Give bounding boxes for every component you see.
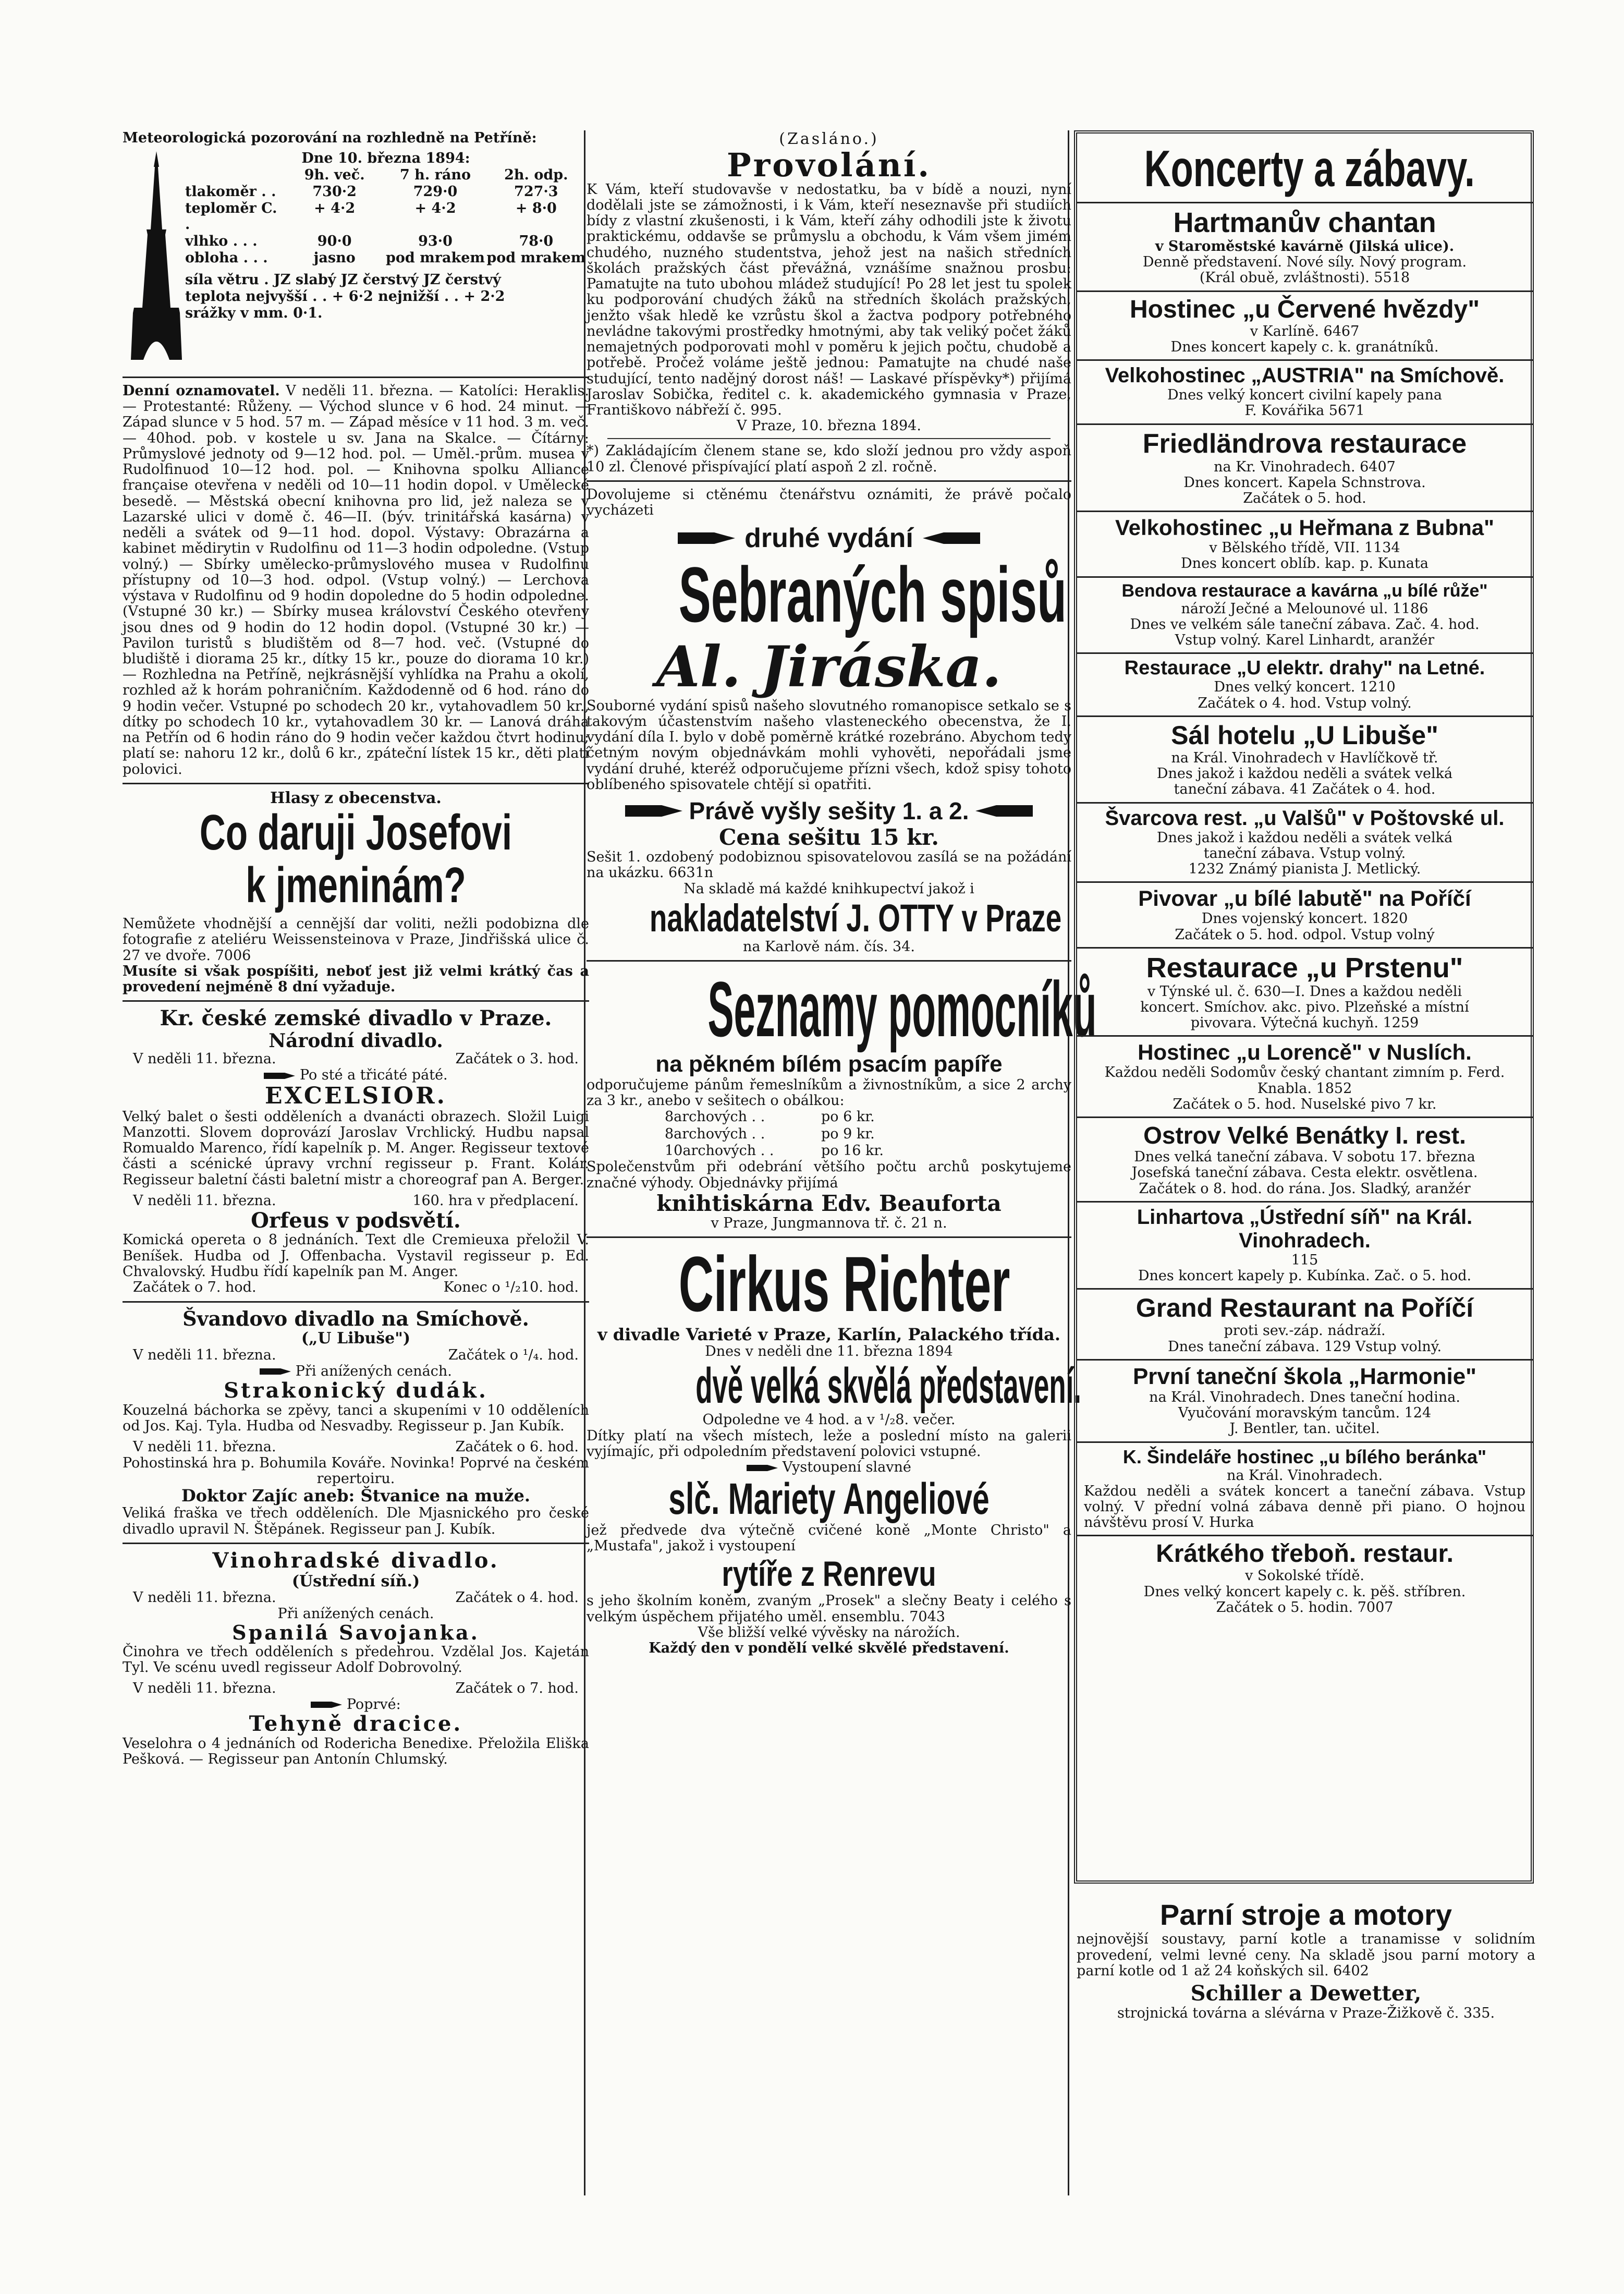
ad-title: Švarcova rest. „u Valšů" v Poštovské ul.: [1105, 806, 1505, 830]
strakonicky-title: Strakonický dudák.: [224, 1378, 488, 1403]
meteo-row: teploměr C. . + 4·2 + 4·2 + 8·0: [185, 200, 557, 233]
rytire-heading: rytíře z Renrevu: [722, 1553, 936, 1594]
ad-block: Krátkého třeboň. restaur. v Sokolské třídě. Dnes velký koncert kapely c. k. pěš. stříbren. Začátek o 5. hodin. 7007: [1077, 1536, 1533, 1620]
dovolujeme: Dovolujeme si ctěnému čtenářstvu oznámiti, že právě počalo vycházeti: [587, 486, 1071, 519]
meteo-section: [123, 130, 589, 375]
cirkus-loc: v divadle Varieté v Praze, Karlín, Palackého třída.: [597, 1324, 1060, 1344]
pointing-hand-left-icon: [975, 802, 1033, 820]
parni-heading: Parní stroje a motory: [1159, 1898, 1452, 1931]
ad-block: Hostinec „u Červené hvězdy" v Karlíně. 6467 Dnes koncert kapely c. k. granátníků.: [1077, 292, 1533, 361]
meteo-row: obloha . . . jasno pod mrakem pod mrakem: [185, 250, 586, 266]
meteo-row: tlakoměr . . 730·2 729·0 727·3: [185, 183, 558, 200]
denni-text: — Katolíci: Heraklis. — Protestanté: Růženy. — Východ slunce v 6 hod. 24 minut. — Západ slunce v 5 hod. 57 m. — Západ měsíce v 11 hod. 3 m. več. — 40hod. pob. v kostele u sv. Jana na Skalce. — Čítárny: Průmyslové jednoty od 9—12 hod. pol. — Uměl.-prům. musea v Rudolfinuod 10—12 hod. pol. — Knihovna spolku Alliance française otevřena v neděli od 10—11 hodin dopol. v Umělecké besedě. — Městská obecní knihovna pro lid, jež naleza se v Lazarské ulici v domě č. 46—II. (býv. trinitářská kasárna) v neděli a svátek od 9—11 hod. dopol. Výstavy: Obrazárna a kabinet mědirytin v Rudolfinu od 11—3 hodin odpoledne. (Vstup volný.) — Sbírky umělecko-průmyslového musea v Rudolfinu přístupny od 10—3 hod. odpol. (Vstup volný.) — Lerchova výstava v Rudolfinu od 9 hodin dopoledne do 5 hodin odpoledne. (Vstupné 30 kr.) — Sbírky musea království Českého otevřeny jsou dnes od 9 hodin do 12 hodin dopol. (Vstupné 30 kr.) — Pavilon turistů s bludištěm od 8—7 hod. več. (Vstupné do bludiště i diorama 25 kr., dítky 15 kr., pouze do diorama 10 kr.) — Rozhledna na Petříně, nejkrásnější vyhlídka na Prahu a okolí, rozhled až k horám pohraničním. Každodenně od 6 hod. ráno do 9 hodin večer. Vstupné po schodech 20 kr., vytahovadlem 50 kr., dítky po schodech 10 kr., vytahovadlem 30 kr. — Lanová dráha na Petřín od 6 hodin ráno do 9 hodin večer každou čtvrt hodinu; platí se: nahoru 12 kr., dolů 6 kr., zpáteční lístek 15 kr., děti platí polovici.: [123, 383, 589, 778]
papire-line: na pěkném bílém psacím papíře: [655, 1051, 1003, 1077]
cirkus-time: Odpoledne ve 4 hod. a v ¹/₂8. večer.: [702, 1412, 956, 1428]
meteo-date: Dne 10. března 1894:: [301, 150, 470, 166]
provolani-title: Provolání.: [727, 145, 931, 184]
orf-start: Začátek o 7. hod.: [133, 1279, 257, 1296]
sv-time: Začátek o ¹/₄. hod.: [448, 1346, 579, 1363]
ad-title: Friedländrova restaurace: [1142, 428, 1467, 459]
orf-end: Konec o ¹/₂10. hod.: [443, 1279, 579, 1296]
ad-block: Hostinec „u Lorencě" v Nuslích. Každou neděli Sodomův český chantant zimním p. Ferd. Knabla. 1852 Začátek o 5. hod. Nuselské pivo 7 kr.: [1077, 1037, 1533, 1118]
ad-title: Krátkého třeboň. restaur.: [1156, 1540, 1454, 1568]
meteo-head: 2h. odp.: [504, 166, 568, 183]
co-daruji-heading: k jmeninám?: [246, 857, 466, 914]
meteo-table: [185, 150, 587, 322]
provolani-date: V Praze, 10. března 1894.: [737, 418, 921, 434]
ad-block: Velkohostinec „u Heřmana z Bubna" v Bělského třídě, VII. 1134 Dnes koncert oblíb. kap. p. Kunata: [1077, 512, 1533, 577]
meteo-rain: srážky v mm. 0·1.: [185, 305, 323, 321]
ad-title: Hartmanův chantan: [1173, 207, 1436, 238]
ad-block: Hartmanův chantan v Staroměstské kavárně (Jilská ulice). Denně představení. Nové síly. Nový program. (Král obuě, zvláštnosti). 5518: [1077, 203, 1533, 292]
ad-title: Restaurace „U elektr. drahy" na Letné.: [1124, 657, 1485, 679]
sesit-text: Sešit 1. ozdobený podobiznou spisovatelovou zasílá se na požádání na ukázku. 6631n: [587, 849, 1071, 881]
meteo-row: vlhko . . . 90·0 93·0 78·0: [185, 233, 554, 250]
meteo-head: 7 h. ráno: [400, 166, 471, 183]
vin2-poprve: Poprvé:: [346, 1696, 401, 1713]
dve-velka-heading: dvě velká skvělá představení.: [695, 1357, 1081, 1414]
zajic-title: Doktor Zajíc aneb: Štvanice na muže.: [181, 1486, 531, 1506]
hlasy-heading: Hlasy z obecenstva.: [270, 788, 442, 807]
vin-time: Začátek o 4. hod.: [455, 1589, 579, 1606]
ad-block: Linhartova „Ústřední síň" na Král. Vinohradech. 115 Dnes koncert kapely p. Kubínka. Zač. o 5. hod.: [1077, 1203, 1533, 1290]
sv2-time: Začátek o 6. hod.: [455, 1439, 579, 1455]
middle-column: [587, 130, 1097, 1657]
ad-title: Linhartova „Ústřední síň" na Král. Vinohradech.: [1137, 1205, 1473, 1252]
cena-sesitu: Cena sešitu 15 kr.: [718, 824, 939, 851]
beaufort: knihtiskárna Edv. Beauforta: [656, 1190, 1002, 1216]
vinohradske-title: Vinohradské divadlo.: [212, 1548, 499, 1573]
ad-block: Velkohostinec „AUSTRIA" na Smíchově. Dnes velký koncert civilní kapely pana F. Kovářika 5671: [1077, 361, 1533, 424]
excelsior-title: EXCELSIOR.: [265, 1083, 447, 1110]
tehyne-title: Tehyně dracice.: [249, 1712, 463, 1737]
pointing-hand-icon: [311, 1699, 342, 1710]
ad-block: K. Šindeláře hostinec „u bílého beránka" na Král. Vinohradech. Každou neděli a svátek koncert a taneční zábava. Vstup volný. V přední volná zábava denně při piano. O hojnou návštěvu prosí V. Hurka: [1077, 1443, 1533, 1537]
denni-date: V neděli 11. března.: [286, 383, 433, 399]
mariety-text: jež předvede dva výtečně cvičené koně „Monte Christo" a „Mustafa", jakož i vystoupení: [587, 1522, 1071, 1555]
cirkus-heading: Cirkus Richter: [678, 1240, 1010, 1328]
zaslano: (Zasláno.): [779, 130, 879, 148]
tehyne-text: Veselohra o 4 jednáních od Rodericha Benedixe. Přeložila Eliška Pešková. — Regisseur pan Antonín Chlumský.: [123, 1735, 589, 1768]
ustredni-sub: (Ústřední síň.): [291, 1572, 420, 1591]
orfeus-title: Orfeus v podsvětí.: [251, 1208, 461, 1233]
excelsior-text: Velký balet o šesti odděleních a dvanácti obrazech. Složil Luigi Manzotti. Slovem doprovází Jaroslav Vrchlický. Hudbu napsal Romualdo Marenco, řídí kapelník p. M. Anger. Regisseur textové části a scénické úpravy vrchní regisseur p. Frant. Kolár. Regisseur baletní části baletní mistr a choreograf pan A. Berger.: [123, 1108, 589, 1188]
strak-text: Kouzelná báchorka se zpěvy, tanci a skupeními v 10 odděleních od Jos. Kaj. Tyla. Hudba od Nesvadby. Regisseur p. Jan Kubík.: [123, 1402, 589, 1434]
seznam-text: odporučujeme pánům řemeslníkům a živnostníkům, a sice 2 archy za 3 kr., anebo v sešitech o obálkou:: [587, 1076, 1071, 1109]
meteo-wind: síla větru . JZ slabý JZ čerstvý JZ čerstvý: [185, 272, 501, 288]
ad-block: Pivovar „u bílé labutě" na Poříčí Dnes vojenský koncert. 1820 Začátek o 5. hod. odpol. Vstup volný: [1077, 883, 1533, 948]
libuse-sub: („U Libuše"): [301, 1329, 411, 1348]
arch-row: 8archových . . po 9 kr.: [665, 1125, 875, 1142]
schiller-addr: strojnická továrna a slévárna v Praze-Žižkově č. 335.: [1117, 2005, 1495, 2021]
narodni-divadlo: Národní divadlo.: [268, 1030, 443, 1052]
meteo-temp: teplota nejvyšší . . + 6·2 nejnižší . . + 2·2: [185, 288, 505, 305]
vin-date: V neděli 11. března.: [133, 1589, 276, 1606]
provolani-text: K Vám, kteří studovavše v nedostatku, ba v bídě a nouzi, nyní dodělali jste se zámožnosti, i k Vám, kteří neseznavše při studiích bídy z vlastní zkušenosti, i k Vám, kteří záhy odhodili jste k životu praktickému, oddavše se průmyslu a obchodu, k Vám všem jimém chudého, nuzného studentstva, jehož jest na našich středních školách pražských část převážná, vznášíme snažnou prosbu: Pamatujte na tuto ubohou mládež studující! Po 28 let jest tu spolek ku podporování chudých žáků na středních školách pražských, jenžto však hledě ke vzrůstu škol a žactva podpory potřebného nevládne takovými prostředky hmotnými, aby tak veliký počet žáků nemajetných podporovati mohl v poměru k jejich počtu, chudobě a potřebě. Pročež voláme ještě jednou: Pamatujte na chudé naše studující, tento nadějný dorost náš! — Laskavé příspěvky*) přijímá Jaroslav Sobička, ředitel c. k. akademického gymnasia v Praze, Františkovo nábřeží č. 995.: [587, 181, 1071, 418]
spanila-text: Činohra ve třech odděleních s předehrou. Vzdělal Jos. Kajetán Tyl. Ve scénu uvedl regisseur Adolf Dobrovolný.: [123, 1643, 589, 1676]
co-daruji-heading: Co daruji Josefovi: [199, 805, 512, 861]
spolecenstvum: Společenstvům při odebrání většího počtu archů poskytujeme značné výhody. Objednávky přijímá: [587, 1159, 1071, 1191]
pointing-hand-icon: [260, 1366, 291, 1377]
pointing-hand-right-icon: [678, 529, 735, 547]
vin2-date: V neděli 11. března.: [133, 1680, 276, 1697]
ad-block: Restaurace „u Prstenu" v Týnské ul. č. 630—I. Dnes a každou neděli koncert. Smíchov. akc. pivo. Plzeňské a místní pivovara. Výtečná kuchyň. 1259: [1077, 949, 1533, 1037]
meteo-head: 9h. več.: [304, 166, 365, 183]
cirkus-text: Dítky platí na všech místech, leže a poslední místo na galerii vyjímajíc, při odpoledním představení polovici vstupné.: [587, 1427, 1071, 1460]
arch-row: 10archových . . po 16 kr.: [665, 1142, 884, 1159]
vin-ceny: Při anížených cenách.: [277, 1605, 434, 1622]
ad-title: Sál hotelu „U Libuše": [1171, 720, 1438, 750]
ad-title: Velkohostinec „AUSTRIA" na Smíchově.: [1105, 364, 1505, 387]
ad-block: Grand Restaurant na Poříčí proti sev.-záp. nádraží. Dnes taneční zábava. 129 Vstup volný.: [1077, 1290, 1533, 1360]
orf-date: V neděli 11. března.: [133, 1192, 276, 1209]
ad-title: Pivovar „u bílé labutě" na Poříčí: [1138, 886, 1471, 911]
right-column: [1077, 135, 1533, 1620]
eiffel-tower-icon: [128, 151, 185, 360]
ad-title: Restaurace „u Prstenu": [1146, 952, 1463, 984]
ad-title: Hostinec „u Lorencě" v Nuslích.: [1138, 1040, 1472, 1065]
sv2-text: Pohostinská hra p. Bohumila Kováře. Novinka! Poprvé na českém repertoiru.: [123, 1454, 589, 1487]
pointing-hand-icon: [264, 1070, 295, 1082]
left-column: [123, 130, 589, 1767]
plakaty: Vše bližší velké vývěsky na nárožích.: [698, 1624, 960, 1641]
druhe-vydani: druhé vydání: [744, 523, 913, 554]
weiss-text2: Musíte si však pospíšiti, neboť jest již velmi krátký čas a provedení nejméně 8 dní vyžaduje.: [123, 963, 589, 995]
orf-num: 160. hra v předplacení.: [412, 1192, 579, 1209]
ad-title: Velkohostinec „u Heřmana z Bubna": [1115, 515, 1495, 540]
rytire-text: s jeho školním koněm, zvaným „Prosek" a slečny Beaty i celého s velkým úspěchem přijatého uměl. ensemblu. 7043: [587, 1593, 1071, 1625]
sv-ceny: Při anížených cenách.: [295, 1363, 452, 1379]
cirkus-date: Dnes v neděli dne 11. března 1894: [705, 1343, 953, 1360]
pointing-hand-icon: [747, 1462, 778, 1474]
ad-block: Sál hotelu „U Libuše" na Král. Vinohradech v Havlíčkově tř. Dnes jakož i každou neděli a svátek velká taneční zábava. 41 Začátek o 4. hod.: [1077, 717, 1533, 804]
beaufort-addr: v Praze, Jungmannova tř. č. 21 n.: [711, 1215, 947, 1231]
parni-stroje-ad: [1077, 1898, 1535, 2021]
nd-po: Po sté a třicáté páté.: [299, 1067, 448, 1084]
ad-title: První taneční škola „Harmonie": [1132, 1363, 1477, 1389]
pointing-hand-left-icon: [923, 529, 980, 547]
arch-row: 8archových . . po 6 kr.: [665, 1109, 875, 1125]
vin2-time: Začátek o 7. hod.: [455, 1680, 579, 1697]
ad-block: Bendova restaurace a kavárna „u bílé růže" nároží Ječné a Melounové ul. 1186 Dnes ve velkém sále taneční zábava. Zač. 4. hod. Vstup volný. Karel Linhardt, aranžér: [1077, 578, 1533, 654]
seznamy-heading: Seznamy pomocníků: [707, 965, 1097, 1053]
ad-block: Ostrov Velké Benátky I. rest. Dnes velká taneční zábava. V sobotu 17. března Josefská taneční zábava. Cesta elektr. osvětlena. Začátek o 8. hod. do rána. Jos. Sladký, aranžér: [1077, 1118, 1533, 1203]
nd-date: V neděli 11. března.: [133, 1051, 276, 1067]
mariety-heading: slč. Mariety Angeliové: [668, 1474, 990, 1524]
orfeus-text: Komická opereta o 8 jednáních. Text dle Cremieuxa přeložil V. Beníšek. Hudba od J. Offenbacha. Vystavil regisseur p. Ed. Chvalovský. Hudbu řídí kapelník pan M. Anger.: [123, 1232, 589, 1280]
denni-title: Denní oznamovatel.: [123, 383, 280, 399]
otty-heading: nakladatelství J. OTTY v Praze: [649, 896, 1062, 940]
ad-title: Bendova restaurace a kavárna „u bílé růže": [1121, 580, 1488, 601]
svandovo-title: Švandovo divadlo na Smíchově.: [182, 1306, 529, 1330]
ad-block: Restaurace „U elektr. drahy" na Letné. Dnes velký koncert. 1210 Začátek o 4. hod. Vstup volný.: [1077, 654, 1533, 717]
parni-text: nejnovější soustavy, parní kotle a tranamisse v solidním provedení, velmi levné ceny. Na skladě jsou parní motory a parní kotle od 1 až 24 koňských sil. 6402: [1077, 1931, 1535, 1979]
ad-block: Friedländrova restaurace na Kr. Vinohradech. 6407 Dnes koncert. Kapela Schnstrova. Začátek o 5. hod.: [1077, 425, 1533, 513]
nd-time: Začátek o 3. hod.: [455, 1051, 579, 1067]
meteo-title: Meteorologická pozorování na rozhledně na Petříně:: [123, 130, 537, 146]
koncerty-header: [1077, 135, 1533, 203]
otty-addr: na Karlově nám. čís. 34.: [743, 939, 915, 955]
schiller: Schiller a Dewetter,: [1190, 1981, 1422, 2006]
sklad: Na skladě má každé knihkupectví jakož i: [683, 880, 974, 897]
denni-oznamovatel: [123, 383, 589, 778]
prave-vysly: Právě vyšly sešity 1. a 2.: [689, 797, 969, 825]
sv-date: V neděli 11. března.: [133, 1346, 276, 1363]
spanila-title: Spanilá Savojanka.: [232, 1621, 480, 1645]
ad-title: Grand Restaurant na Poříčí: [1135, 1293, 1474, 1323]
provolani-note: *) Zakládajícím členem stane se, kdo složí jednou pro vždy aspoň 10 zl. Členové přispívající platí aspoň 2 zl. ročně.: [587, 443, 1071, 475]
ad-block: Švarcova rest. „u Valšů" v Poštovské ul. Dnes jakož i každou neděli a svátek velká taneční zábava. Vstup volný. 1232 Známý pianista J. Metlický.: [1077, 804, 1533, 883]
vystoupeni: Vystoupení slavné: [782, 1459, 911, 1476]
ad-title: Ostrov Velké Benátky I. rest.: [1143, 1122, 1466, 1149]
sebranych-heading: Sebraných spisů: [678, 551, 1067, 639]
koncerty-heading: Koncerty a zábavy.: [1144, 140, 1475, 197]
ad-title: Hostinec „u Červené hvězdy": [1130, 295, 1480, 323]
weiss-text: Nemůžete vhodnější a cennější dar voliti, nežli podobizna dle fotografie z ateliéru Weissensteinova v Praze, Jindřišská ulice č. 27 ve dvoře. 7006: [123, 916, 589, 964]
ad-title: K. Šindeláře hostinec „u bílého beránka": [1122, 1446, 1487, 1467]
kazdy-den: Každý den v pondělí velké skvělé představení.: [649, 1640, 1009, 1657]
pointing-hand-right-icon: [625, 802, 682, 820]
zajic-text: Veliká fraška ve třech odděleních. Dle Mjasnického pro české divadlo upravil N. Štěpánek. Regisseur pan J. Kubík.: [123, 1505, 589, 1537]
jirasek-text: Souborné vydání spisů našeho slovutného romanopisce setkalo se s takovým účastenstvím našeho vlasteneckého obecenstva, že I. vydání díla I. bylo v době poměrně krátké rozebráno. Abychom tedy četným novým objednávkám mohli vyhověti, nepořádali jsme vydání druhé, kteréž odporučujeme přízni všech, kdož spisy tohoto oblíbeného spisovatele chtějí si opatřiti.: [587, 697, 1071, 793]
jiraska-heading: Al. Jiráska.: [656, 634, 1002, 700]
kr-divadlo: Kr. české zemské divadlo v Praze.: [160, 1006, 552, 1031]
sv2-date: V neděli 11. března.: [133, 1439, 276, 1455]
ad-block: První taneční škola „Harmonie" na Král. Vinohradech. Dnes taneční hodina. Vyučování moravským tancům. 124 J. Bentler, tan. učitel.: [1077, 1361, 1533, 1443]
